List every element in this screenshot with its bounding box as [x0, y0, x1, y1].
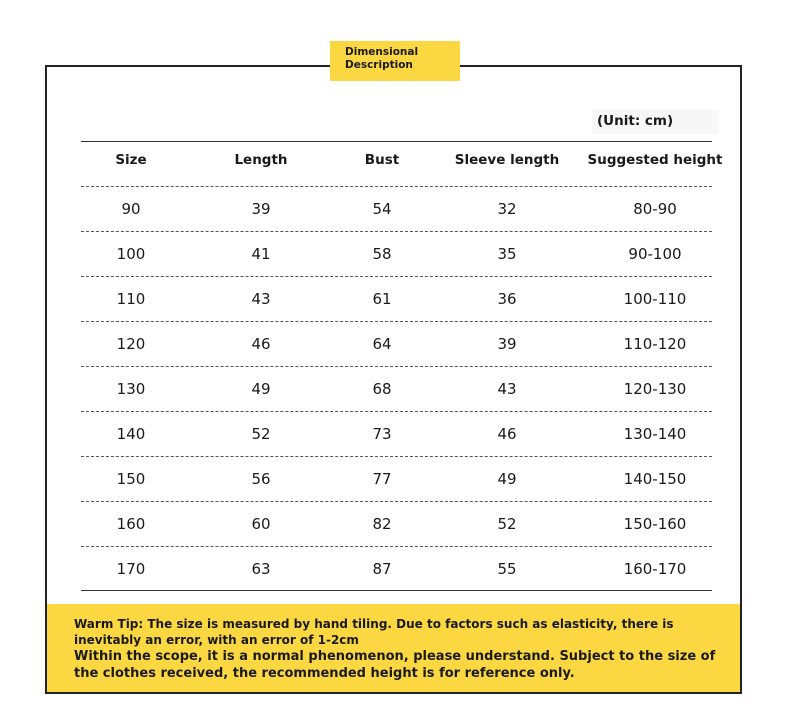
cell-suggested-height: 130-140: [623, 425, 687, 443]
cell-bust: 64: [372, 335, 392, 353]
cell-suggested-height: 120-130: [623, 380, 687, 398]
cell-size: 170: [116, 560, 146, 578]
header-sleeve-length: Sleeve length: [454, 152, 560, 168]
row-divider: [81, 231, 712, 232]
table-top-rule: [81, 141, 712, 142]
cell-sleeve-length: 46: [497, 425, 517, 443]
header-suggested-height: Suggested height: [587, 152, 723, 168]
row-divider: [81, 366, 712, 367]
cell-size: 160: [116, 515, 146, 533]
cell-sleeve-length: 49: [497, 470, 517, 488]
cell-length: 39: [251, 200, 271, 218]
cell-bust: 68: [372, 380, 392, 398]
cell-length: 46: [251, 335, 271, 353]
row-divider: [81, 411, 712, 412]
cell-size: 120: [116, 335, 146, 353]
cell-sleeve-length: 35: [497, 245, 517, 263]
chart-title-line1: Dimensional: [345, 46, 419, 58]
header-bust: Bust: [364, 152, 400, 168]
header-size: Size: [115, 152, 147, 168]
cell-size: 150: [116, 470, 146, 488]
cell-bust: 87: [372, 560, 392, 578]
cell-length: 52: [251, 425, 271, 443]
cell-suggested-height: 90-100: [628, 245, 682, 263]
warm-tip-line2: Within the scope, it is a normal phenomenon, please understand. Subject to the size of the clothes received, the recommended height is for reference only.: [74, 649, 716, 681]
cell-suggested-height: 100-110: [623, 290, 687, 308]
cell-length: 56: [251, 470, 271, 488]
cell-bust: 61: [372, 290, 392, 308]
row-divider: [81, 546, 712, 547]
cell-bust: 58: [372, 245, 392, 263]
warm-tip-line1: Warm Tip: The size is measured by hand tiling. Due to factors such as elasticity, there is inevitably an error, with an error of 1-2cm: [74, 617, 674, 647]
cell-sleeve-length: 39: [497, 335, 517, 353]
row-divider: [81, 276, 712, 277]
header-length: Length: [234, 152, 288, 168]
cell-length: 49: [251, 380, 271, 398]
warm-tip: [47, 604, 740, 692]
cell-size: 140: [116, 425, 146, 443]
cell-suggested-height: 110-120: [623, 335, 687, 353]
chart-title-line2: Description: [345, 59, 413, 71]
cell-sleeve-length: 36: [497, 290, 517, 308]
row-divider: [81, 456, 712, 457]
cell-length: 63: [251, 560, 271, 578]
cell-suggested-height: 150-160: [623, 515, 687, 533]
cell-size: 130: [116, 380, 146, 398]
cell-size: 100: [116, 245, 146, 263]
cell-sleeve-length: 43: [497, 380, 517, 398]
cell-sleeve-length: 55: [497, 560, 517, 578]
cell-length: 43: [251, 290, 271, 308]
unit-label: (Unit: cm): [592, 110, 718, 134]
cell-sleeve-length: 52: [497, 515, 517, 533]
cell-suggested-height: 140-150: [623, 470, 687, 488]
header-divider: [81, 186, 712, 187]
cell-sleeve-length: 32: [497, 200, 517, 218]
table-bottom-rule: [81, 590, 712, 591]
cell-bust: 82: [372, 515, 392, 533]
cell-bust: 73: [372, 425, 392, 443]
cell-length: 41: [251, 245, 271, 263]
cell-suggested-height: 160-170: [623, 560, 687, 578]
row-divider: [81, 501, 712, 502]
cell-length: 60: [251, 515, 271, 533]
chart-title: [330, 41, 460, 81]
cell-bust: 54: [372, 200, 392, 218]
cell-size: 110: [116, 290, 146, 308]
cell-suggested-height: 80-90: [633, 200, 677, 218]
cell-bust: 77: [372, 470, 392, 488]
cell-size: 90: [121, 200, 141, 218]
row-divider: [81, 321, 712, 322]
